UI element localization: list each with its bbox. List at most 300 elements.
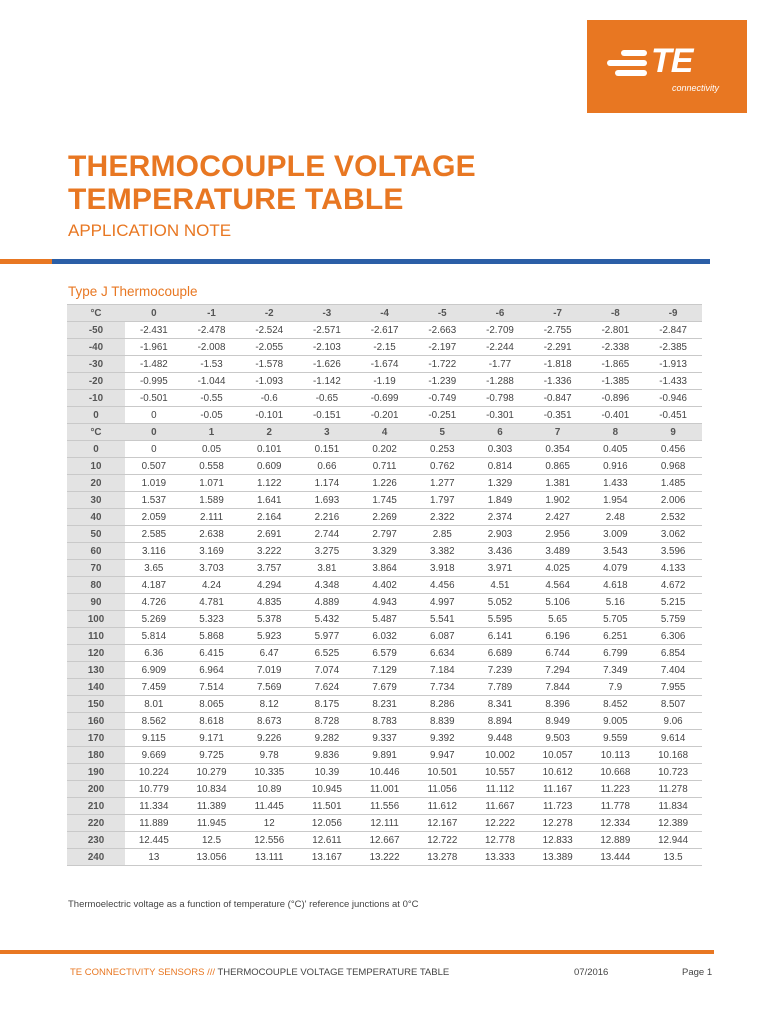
table-cell: 10.89: [240, 781, 298, 798]
table-cell: -2.431: [125, 322, 183, 339]
table-cell: 13.389: [529, 849, 587, 866]
table-cell: -0.65: [298, 390, 356, 407]
table-cell: -0.55: [183, 390, 241, 407]
table-cell: 8.673: [240, 713, 298, 730]
header-cell: -7: [529, 305, 587, 322]
table-row: [67, 849, 702, 866]
table-cell: 7.624: [298, 679, 356, 696]
table-cell: -0.301: [471, 407, 529, 424]
table-row: [67, 441, 702, 458]
table-cell: -1.578: [240, 356, 298, 373]
table-cell: 3.81: [298, 560, 356, 577]
table-cell: -2.15: [356, 339, 414, 356]
table-cell: 1.589: [183, 492, 241, 509]
header-cell: 5: [413, 424, 471, 441]
table-cell: 2.585: [125, 526, 183, 543]
table-cell: -2.478: [183, 322, 241, 339]
table-cell: 7.184: [413, 662, 471, 679]
te-logo-icon: [607, 50, 647, 80]
table-cell: 7.019: [240, 662, 298, 679]
table-row: [67, 407, 702, 424]
table-cell: 10.945: [298, 781, 356, 798]
table-cell: -1.385: [587, 373, 645, 390]
table-cell: 6.47: [240, 645, 298, 662]
table-row: [67, 747, 702, 764]
row-label-cell: 230: [67, 832, 125, 849]
thermocouple-table: [67, 304, 702, 866]
table-cell: -0.151: [298, 407, 356, 424]
table-cell: -2.055: [240, 339, 298, 356]
table-row: [67, 798, 702, 815]
row-label-cell: 10: [67, 458, 125, 475]
table-cell: 3.382: [413, 543, 471, 560]
table-cell: 11.834: [644, 798, 702, 815]
table-cell: 3.222: [240, 543, 298, 560]
table-cell: 2.427: [529, 509, 587, 526]
table-row: [67, 458, 702, 475]
header-cell: °C: [67, 424, 125, 441]
table-cell: 10.168: [644, 747, 702, 764]
table-row: [67, 560, 702, 577]
table-cell: 2.216: [298, 509, 356, 526]
table-cell: 9.559: [587, 730, 645, 747]
table-cell: 9.115: [125, 730, 183, 747]
table-cell: 3.489: [529, 543, 587, 560]
table-cell: 6.854: [644, 645, 702, 662]
table-cell: -0.6: [240, 390, 298, 407]
table-cell: 10.446: [356, 764, 414, 781]
table-cell: 12.445: [125, 832, 183, 849]
table-cell: 9.337: [356, 730, 414, 747]
table-cell: -1.482: [125, 356, 183, 373]
table-cell: 9.005: [587, 713, 645, 730]
table-cell: 2.903: [471, 526, 529, 543]
table-cell: 9.392: [413, 730, 471, 747]
footer-doc-title: THERMOCOUPLE VOLTAGE TEMPERATURE TABLE: [217, 967, 450, 978]
table-cell: -1.53: [183, 356, 241, 373]
table-cell: 2.744: [298, 526, 356, 543]
table-cell: 11.667: [471, 798, 529, 815]
table-cell: 11.945: [183, 815, 241, 832]
table-cell: 8.728: [298, 713, 356, 730]
table-row: [67, 832, 702, 849]
section-title: Type J Thermocouple: [68, 284, 198, 299]
table-cell: 10.39: [298, 764, 356, 781]
table-cell: 0: [125, 407, 183, 424]
table-cell: 5.106: [529, 594, 587, 611]
table-cell: 0.202: [356, 441, 414, 458]
table-row: [67, 764, 702, 781]
table-cell: 7.459: [125, 679, 183, 696]
table-cell: 1.433: [587, 475, 645, 492]
table-cell: 6.579: [356, 645, 414, 662]
table-cell: -2.338: [587, 339, 645, 356]
table-cell: 12: [240, 815, 298, 832]
table-cell: -1.626: [298, 356, 356, 373]
table-cell: 4.187: [125, 577, 183, 594]
table-cell: -1.674: [356, 356, 414, 373]
table-cell: 10.335: [240, 764, 298, 781]
table-cell: 7.679: [356, 679, 414, 696]
row-label-cell: -40: [67, 339, 125, 356]
table-cell: 0.507: [125, 458, 183, 475]
row-label-cell: 200: [67, 781, 125, 798]
table-row: [67, 373, 702, 390]
table-cell: 7.349: [587, 662, 645, 679]
table-cell: 5.705: [587, 611, 645, 628]
table-cell: 12.667: [356, 832, 414, 849]
table-cell: 3.275: [298, 543, 356, 560]
table-cell: 4.564: [529, 577, 587, 594]
table-cell: 1.745: [356, 492, 414, 509]
header-cell: -5: [413, 305, 471, 322]
table-cell: -0.351: [529, 407, 587, 424]
footer-date: 07/2016: [574, 967, 609, 978]
table-cell: 4.24: [183, 577, 241, 594]
table-row: [67, 543, 702, 560]
header-rule-orange: [0, 259, 52, 264]
table-cell: 3.918: [413, 560, 471, 577]
table-cell: 8.12: [240, 696, 298, 713]
table-cell: -1.961: [125, 339, 183, 356]
row-label-cell: 50: [67, 526, 125, 543]
table-cell: 5.052: [471, 594, 529, 611]
table-cell: 1.381: [529, 475, 587, 492]
table-cell: 3.329: [356, 543, 414, 560]
table-cell: 11.167: [529, 781, 587, 798]
table-cell: 2.374: [471, 509, 529, 526]
table-cell: 5.16: [587, 594, 645, 611]
table-cell: 12.5: [183, 832, 241, 849]
table-cell: -2.663: [413, 322, 471, 339]
table-cell: 8.452: [587, 696, 645, 713]
table-cell: 11.112: [471, 781, 529, 798]
te-connectivity-logo: [587, 20, 747, 113]
table-cell: -1.19: [356, 373, 414, 390]
table-row: [67, 577, 702, 594]
table-cell: 3.864: [356, 560, 414, 577]
footer-page: Page 1: [682, 967, 713, 978]
header-cell: 0: [125, 424, 183, 441]
table-cell: 13.333: [471, 849, 529, 866]
header-cell: -4: [356, 305, 414, 322]
table-cell: 9.282: [298, 730, 356, 747]
table-cell: -2.571: [298, 322, 356, 339]
table-cell: 0: [125, 441, 183, 458]
table-cell: 12.944: [644, 832, 702, 849]
row-label-cell: 240: [67, 849, 125, 866]
header-cell: -3: [298, 305, 356, 322]
table-cell: 2.85: [413, 526, 471, 543]
table-cell: 12.556: [240, 832, 298, 849]
table-cell: 12.222: [471, 815, 529, 832]
table-row: [67, 815, 702, 832]
table-cell: 7.734: [413, 679, 471, 696]
header-cell: 9: [644, 424, 702, 441]
row-label-cell: 90: [67, 594, 125, 611]
table-cell: -2.709: [471, 322, 529, 339]
table-cell: 4.672: [644, 577, 702, 594]
header-rule-blue: [52, 259, 710, 264]
row-label-cell: 70: [67, 560, 125, 577]
table-row: [67, 713, 702, 730]
table-cell: 13.111: [240, 849, 298, 866]
table-cell: 6.415: [183, 645, 241, 662]
table-cell: 6.306: [644, 628, 702, 645]
table-cell: 8.562: [125, 713, 183, 730]
table-cell: 8.341: [471, 696, 529, 713]
table-cell: 11.445: [240, 798, 298, 815]
table-cell: 0.865: [529, 458, 587, 475]
table-cell: 12.611: [298, 832, 356, 849]
row-label-cell: 100: [67, 611, 125, 628]
header-cell: 0: [125, 305, 183, 322]
table-cell: 0.303: [471, 441, 529, 458]
footer-title: [70, 967, 449, 979]
table-cell: 6.525: [298, 645, 356, 662]
table-cell: 1.122: [240, 475, 298, 492]
table-cell: 0.711: [356, 458, 414, 475]
table-cell: 13.278: [413, 849, 471, 866]
table-cell: 8.065: [183, 696, 241, 713]
header-cell: -2: [240, 305, 298, 322]
table-cell: 0.101: [240, 441, 298, 458]
table-cell: 4.726: [125, 594, 183, 611]
table-cell: -1.865: [587, 356, 645, 373]
table-cell: 5.323: [183, 611, 241, 628]
table-row: [67, 492, 702, 509]
table-cell: 4.133: [644, 560, 702, 577]
header-cell: °C: [67, 305, 125, 322]
table-cell: 8.894: [471, 713, 529, 730]
table-cell: -2.103: [298, 339, 356, 356]
table-cell: -1.288: [471, 373, 529, 390]
table-row: [67, 781, 702, 798]
row-label-cell: 150: [67, 696, 125, 713]
table-cell: 12.334: [587, 815, 645, 832]
row-label-cell: 20: [67, 475, 125, 492]
table-cell: 2.164: [240, 509, 298, 526]
table-cell: 0.558: [183, 458, 241, 475]
table-cell: 1.071: [183, 475, 241, 492]
table-cell: 12.056: [298, 815, 356, 832]
header-cell: 8: [587, 424, 645, 441]
table-cell: 0.456: [644, 441, 702, 458]
table-cell: -1.722: [413, 356, 471, 373]
table-cell: 0.609: [240, 458, 298, 475]
table-cell: 3.543: [587, 543, 645, 560]
table-cell: 3.703: [183, 560, 241, 577]
table-cell: 0.916: [587, 458, 645, 475]
table-cell: 9.226: [240, 730, 298, 747]
table-row: [67, 679, 702, 696]
table-cell: 6.964: [183, 662, 241, 679]
table-cell: -1.336: [529, 373, 587, 390]
table-cell: 7.955: [644, 679, 702, 696]
table-cell: 0.968: [644, 458, 702, 475]
table-cell: 13.5: [644, 849, 702, 866]
table-cell: 7.074: [298, 662, 356, 679]
logo-brand: TE: [651, 42, 693, 80]
table-cell: 4.025: [529, 560, 587, 577]
table-cell: -1.142: [298, 373, 356, 390]
table-cell: 5.814: [125, 628, 183, 645]
table-cell: 10.057: [529, 747, 587, 764]
table-row: [67, 611, 702, 628]
table-row: [67, 339, 702, 356]
table-cell: 8.396: [529, 696, 587, 713]
table-cell: 2.006: [644, 492, 702, 509]
table-cell: 9.78: [240, 747, 298, 764]
table-cell: 0.814: [471, 458, 529, 475]
table-cell: 4.835: [240, 594, 298, 611]
table-cell: -0.451: [644, 407, 702, 424]
table-cell: -0.749: [413, 390, 471, 407]
table-cell: -2.524: [240, 322, 298, 339]
row-label-cell: 30: [67, 492, 125, 509]
table-cell: 2.797: [356, 526, 414, 543]
table-cell: 3.65: [125, 560, 183, 577]
table-cell: 1.641: [240, 492, 298, 509]
table-cell: 4.402: [356, 577, 414, 594]
table-cell: 6.087: [413, 628, 471, 645]
table-cell: 11.223: [587, 781, 645, 798]
table-cell: 5.541: [413, 611, 471, 628]
table-cell: 5.595: [471, 611, 529, 628]
table-cell: -2.244: [471, 339, 529, 356]
table-cell: 8.01: [125, 696, 183, 713]
table-cell: 1.485: [644, 475, 702, 492]
table-cell: -2.008: [183, 339, 241, 356]
table-cell: 4.943: [356, 594, 414, 611]
table-cell: 3.757: [240, 560, 298, 577]
table-cell: 7.9: [587, 679, 645, 696]
row-label-cell: -30: [67, 356, 125, 373]
table-cell: 11.056: [413, 781, 471, 798]
table-cell: 10.834: [183, 781, 241, 798]
header-cell: 7: [529, 424, 587, 441]
row-label-cell: 180: [67, 747, 125, 764]
table-cell: -2.197: [413, 339, 471, 356]
table-cell: 13.222: [356, 849, 414, 866]
table-cell: 12.833: [529, 832, 587, 849]
table-cell: 3.062: [644, 526, 702, 543]
table-cell: -2.617: [356, 322, 414, 339]
table-cell: -1.093: [240, 373, 298, 390]
table-cell: 8.618: [183, 713, 241, 730]
table-cell: 4.781: [183, 594, 241, 611]
table-cell: 13.167: [298, 849, 356, 866]
row-label-cell: 60: [67, 543, 125, 560]
table-cell: -0.896: [587, 390, 645, 407]
table-cell: 4.997: [413, 594, 471, 611]
table-cell: 9.669: [125, 747, 183, 764]
table-cell: 3.436: [471, 543, 529, 560]
row-label-cell: 110: [67, 628, 125, 645]
row-label-cell: 190: [67, 764, 125, 781]
row-label-cell: 130: [67, 662, 125, 679]
row-label-cell: 210: [67, 798, 125, 815]
table-row: [67, 356, 702, 373]
table-cell: 4.079: [587, 560, 645, 577]
table-cell: 11.556: [356, 798, 414, 815]
table-cell: 13.444: [587, 849, 645, 866]
table-cell: 10.501: [413, 764, 471, 781]
table-cell: 0.253: [413, 441, 471, 458]
table-cell: 12.722: [413, 832, 471, 849]
row-label-cell: 0: [67, 407, 125, 424]
table-cell: 1.797: [413, 492, 471, 509]
header-cell: 1: [183, 424, 241, 441]
table-cell: -0.699: [356, 390, 414, 407]
table-header-row: [67, 305, 702, 322]
table-cell: 2.48: [587, 509, 645, 526]
table-cell: 0.762: [413, 458, 471, 475]
footer-separator: ///: [204, 967, 218, 978]
table-cell: 1.954: [587, 492, 645, 509]
table-cell: 1.693: [298, 492, 356, 509]
table-cell: -2.755: [529, 322, 587, 339]
table-cell: 3.971: [471, 560, 529, 577]
table-footnote: Thermoelectric voltage as a function of temperature (°C)' reference junctions at 0°C: [68, 899, 419, 910]
table-cell: 12.889: [587, 832, 645, 849]
table-cell: 7.569: [240, 679, 298, 696]
table-cell: 3.116: [125, 543, 183, 560]
table-cell: 6.689: [471, 645, 529, 662]
table-cell: 9.947: [413, 747, 471, 764]
table-cell: 1.019: [125, 475, 183, 492]
table-row: [67, 662, 702, 679]
table-cell: 0.05: [183, 441, 241, 458]
table-cell: 11.278: [644, 781, 702, 798]
table-cell: 13: [125, 849, 183, 866]
table-cell: 1.277: [413, 475, 471, 492]
table-cell: 8.839: [413, 713, 471, 730]
table-cell: -0.101: [240, 407, 298, 424]
table-row: [67, 645, 702, 662]
row-label-cell: 80: [67, 577, 125, 594]
table-cell: 8.286: [413, 696, 471, 713]
table-header-row: [67, 424, 702, 441]
row-label-cell: -10: [67, 390, 125, 407]
row-label-cell: 40: [67, 509, 125, 526]
table-row: [67, 594, 702, 611]
table-row: [67, 696, 702, 713]
table-cell: 9.725: [183, 747, 241, 764]
table-cell: 3.596: [644, 543, 702, 560]
table-cell: 5.378: [240, 611, 298, 628]
row-label-cell: 140: [67, 679, 125, 696]
table-cell: 9.891: [356, 747, 414, 764]
header-cell: -6: [471, 305, 529, 322]
table-cell: 6.196: [529, 628, 587, 645]
row-label-cell: -20: [67, 373, 125, 390]
table-cell: 6.251: [587, 628, 645, 645]
table-cell: -2.847: [644, 322, 702, 339]
table-cell: 12.778: [471, 832, 529, 849]
table-cell: 7.789: [471, 679, 529, 696]
table-row: [67, 322, 702, 339]
table-cell: -0.501: [125, 390, 183, 407]
table-cell: -0.251: [413, 407, 471, 424]
header-cell: -1: [183, 305, 241, 322]
table-cell: 5.65: [529, 611, 587, 628]
row-label-cell: -50: [67, 322, 125, 339]
table-cell: 2.111: [183, 509, 241, 526]
table-cell: -0.798: [471, 390, 529, 407]
footer-brand: TE CONNECTIVITY SENSORS: [70, 967, 205, 978]
table-cell: 9.171: [183, 730, 241, 747]
